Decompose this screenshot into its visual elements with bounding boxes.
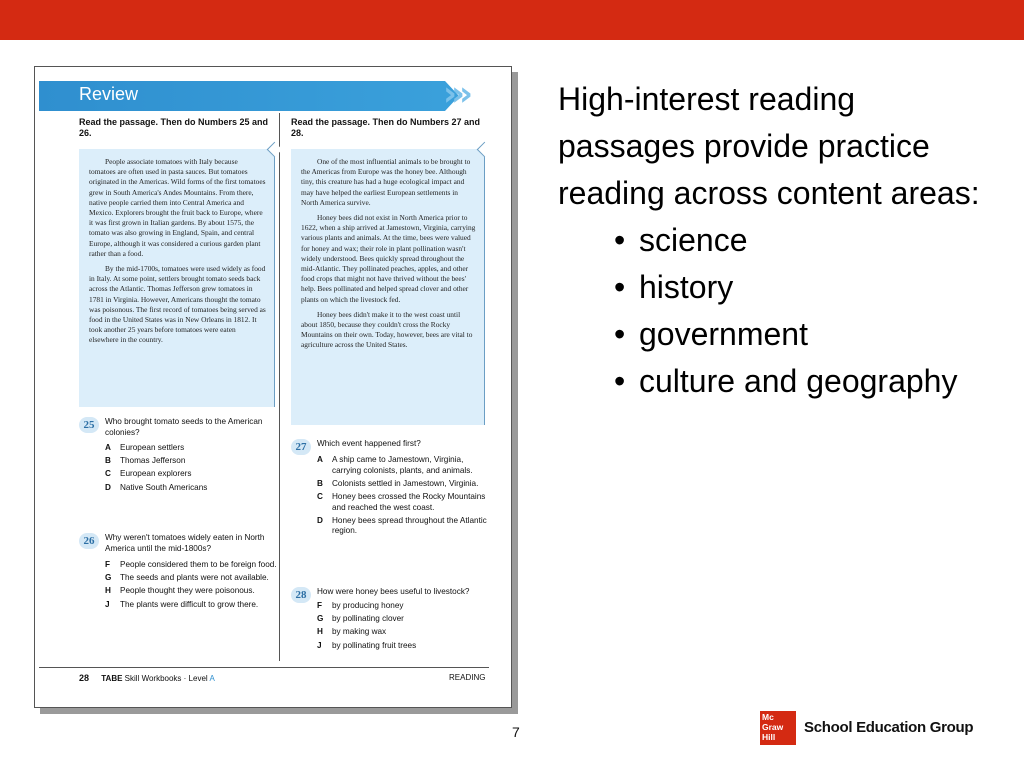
- slide-intro-text: High-interest reading passages provide practice reading across content areas:: [558, 81, 980, 211]
- question-text: How were honey bees useful to livestock?: [317, 587, 470, 596]
- answer-option[interactable]: B Colonists settled in Jamestown, Virginia.: [317, 478, 479, 488]
- answer-option[interactable]: F People considered them to be foreign food.: [105, 560, 277, 569]
- question-text: Who brought tomato seeds to the American colonies?: [105, 417, 263, 437]
- answer-option[interactable]: H People thought they were poisonous.: [105, 586, 255, 596]
- bullet-item: • government: [606, 311, 998, 358]
- passage-paragraph: People associate tomatoes with Italy because tomatoes are often used in pasta sauces. But tomatoes originated in the Americas. Wild forms of the first tomatoes grew in South America's Andes Mountains. From there, native people carried them into Central America and Mexico. Explorers brought the fruit back to Europe, where it was first grown in Italian gardens. By about 1575, the tomato was also growing in England, Spain, and central Europe, although it was considered a curious garden plant rather than a food.: [89, 157, 266, 258]
- workbook-footer-left: [79, 673, 215, 683]
- question-27: [291, 439, 491, 569]
- review-title: Review: [79, 84, 139, 104]
- left-instruction: Read the passage. Then do Numbers 25 and 26.: [79, 117, 269, 138]
- series-rest: Skill Workbooks · Level: [124, 674, 208, 683]
- series-level: A: [209, 674, 215, 683]
- review-banner: [39, 81, 445, 111]
- footer-rule: [39, 667, 489, 668]
- header-bar: [0, 0, 1024, 40]
- question-text: Why weren't tomatoes widely eaten in North America until the mid-1800s?: [105, 533, 265, 553]
- brand-text: School Education Group: [804, 719, 974, 736]
- right-instruction: Read the passage. Then do Numbers 27 and 28.: [291, 117, 481, 138]
- honey-bee-passage: [291, 149, 485, 425]
- series-name: TABE: [101, 674, 123, 683]
- answer-option[interactable]: B Thomas Jefferson: [105, 456, 186, 466]
- bullet-item: • science: [606, 217, 998, 264]
- question-25: [79, 417, 279, 517]
- answer-option[interactable]: C Honey bees crossed the Rocky Mountains and reached the west coast.: [317, 491, 486, 512]
- answer-option[interactable]: F by producing honey: [317, 601, 404, 610]
- question-number: 28: [291, 587, 311, 603]
- workbook-page-number: 28: [79, 673, 90, 683]
- passage-paragraph: One of the most influential animals to be brought to the Americas from Europe was the honey bee. Although tiny, this creature has had a huge ecological impact and may have helped the earliest European settlements in North America survive.: [301, 157, 471, 207]
- tomato-passage: [79, 149, 275, 407]
- answer-option[interactable]: H by making wax: [317, 627, 387, 637]
- slide-number: 7: [512, 724, 520, 740]
- passage-paragraph: By the mid-1700s, tomatoes were used widely as food in Italy. At some point, settlers brought tomato seeds back across the Atlantic. Thomas Jefferson grew tomatoes in 1781 in Virginia. However, Americans thought the tomato was poisonous. The first record of tomatoes being served as food in the United States was in New Orleans in 1812. It took another 25 years before tomatoes were eaten elsewhere in the country.: [89, 264, 266, 345]
- question-28: [291, 587, 491, 663]
- mcgraw-hill-logo: Mc Graw Hill: [760, 711, 796, 745]
- question-number: 26: [79, 533, 99, 549]
- question-number: 27: [291, 439, 311, 455]
- content-area-list: [606, 217, 998, 405]
- question-text: Which event happened first?: [317, 439, 421, 448]
- answer-option[interactable]: A European settlers: [105, 443, 185, 452]
- answer-option[interactable]: G The seeds and plants were not available.: [105, 573, 269, 583]
- answer-option[interactable]: J The plants were difficult to grow there.: [105, 599, 259, 609]
- answer-option[interactable]: D Honey bees spread throughout the Atlantic region.: [317, 515, 487, 536]
- bullet-item: • culture and geography: [606, 358, 998, 405]
- question-number: 25: [79, 417, 99, 433]
- answer-option[interactable]: J by pollinating fruit trees: [317, 640, 417, 650]
- passage-paragraph: Honey bees did not exist in North America prior to 1622, when a ship arrived at Jamestown, Virginia, carrying various plants and animals. At the time, bees were valued for honey and wax; their role in plant pollination wasn't widely understood. Bees quickly spread throughout the mid-Atlantic. They pollinated peaches, apples, and other food crops that might not have thrived without the bees' help. Bees pollinated and helped spread clover and other plants on which the livestock fed.: [301, 213, 476, 304]
- question-26: [79, 533, 279, 653]
- answer-option[interactable]: C European explorers: [105, 469, 192, 479]
- column-divider: [279, 113, 280, 661]
- slide-content: [558, 76, 998, 405]
- chevron-arrows-icon: ›››: [443, 74, 468, 114]
- workbook-page: [34, 66, 512, 708]
- passage-paragraph: Honey bees didn't make it to the west coast until about 1850, because they couldn't cross the Rocky Mountains on their own. Today, however, bees are vital to agriculture across the United States.: [301, 309, 473, 350]
- answer-option[interactable]: D Native South Americans: [105, 482, 208, 492]
- bullet-item: • history: [606, 264, 998, 311]
- answer-option[interactable]: G by pollinating clover: [317, 614, 404, 624]
- answer-option[interactable]: A A ship came to Jamestown, Virginia, carrying colonists, plants, and animals.: [317, 455, 473, 475]
- workbook-subject: READING: [449, 673, 486, 682]
